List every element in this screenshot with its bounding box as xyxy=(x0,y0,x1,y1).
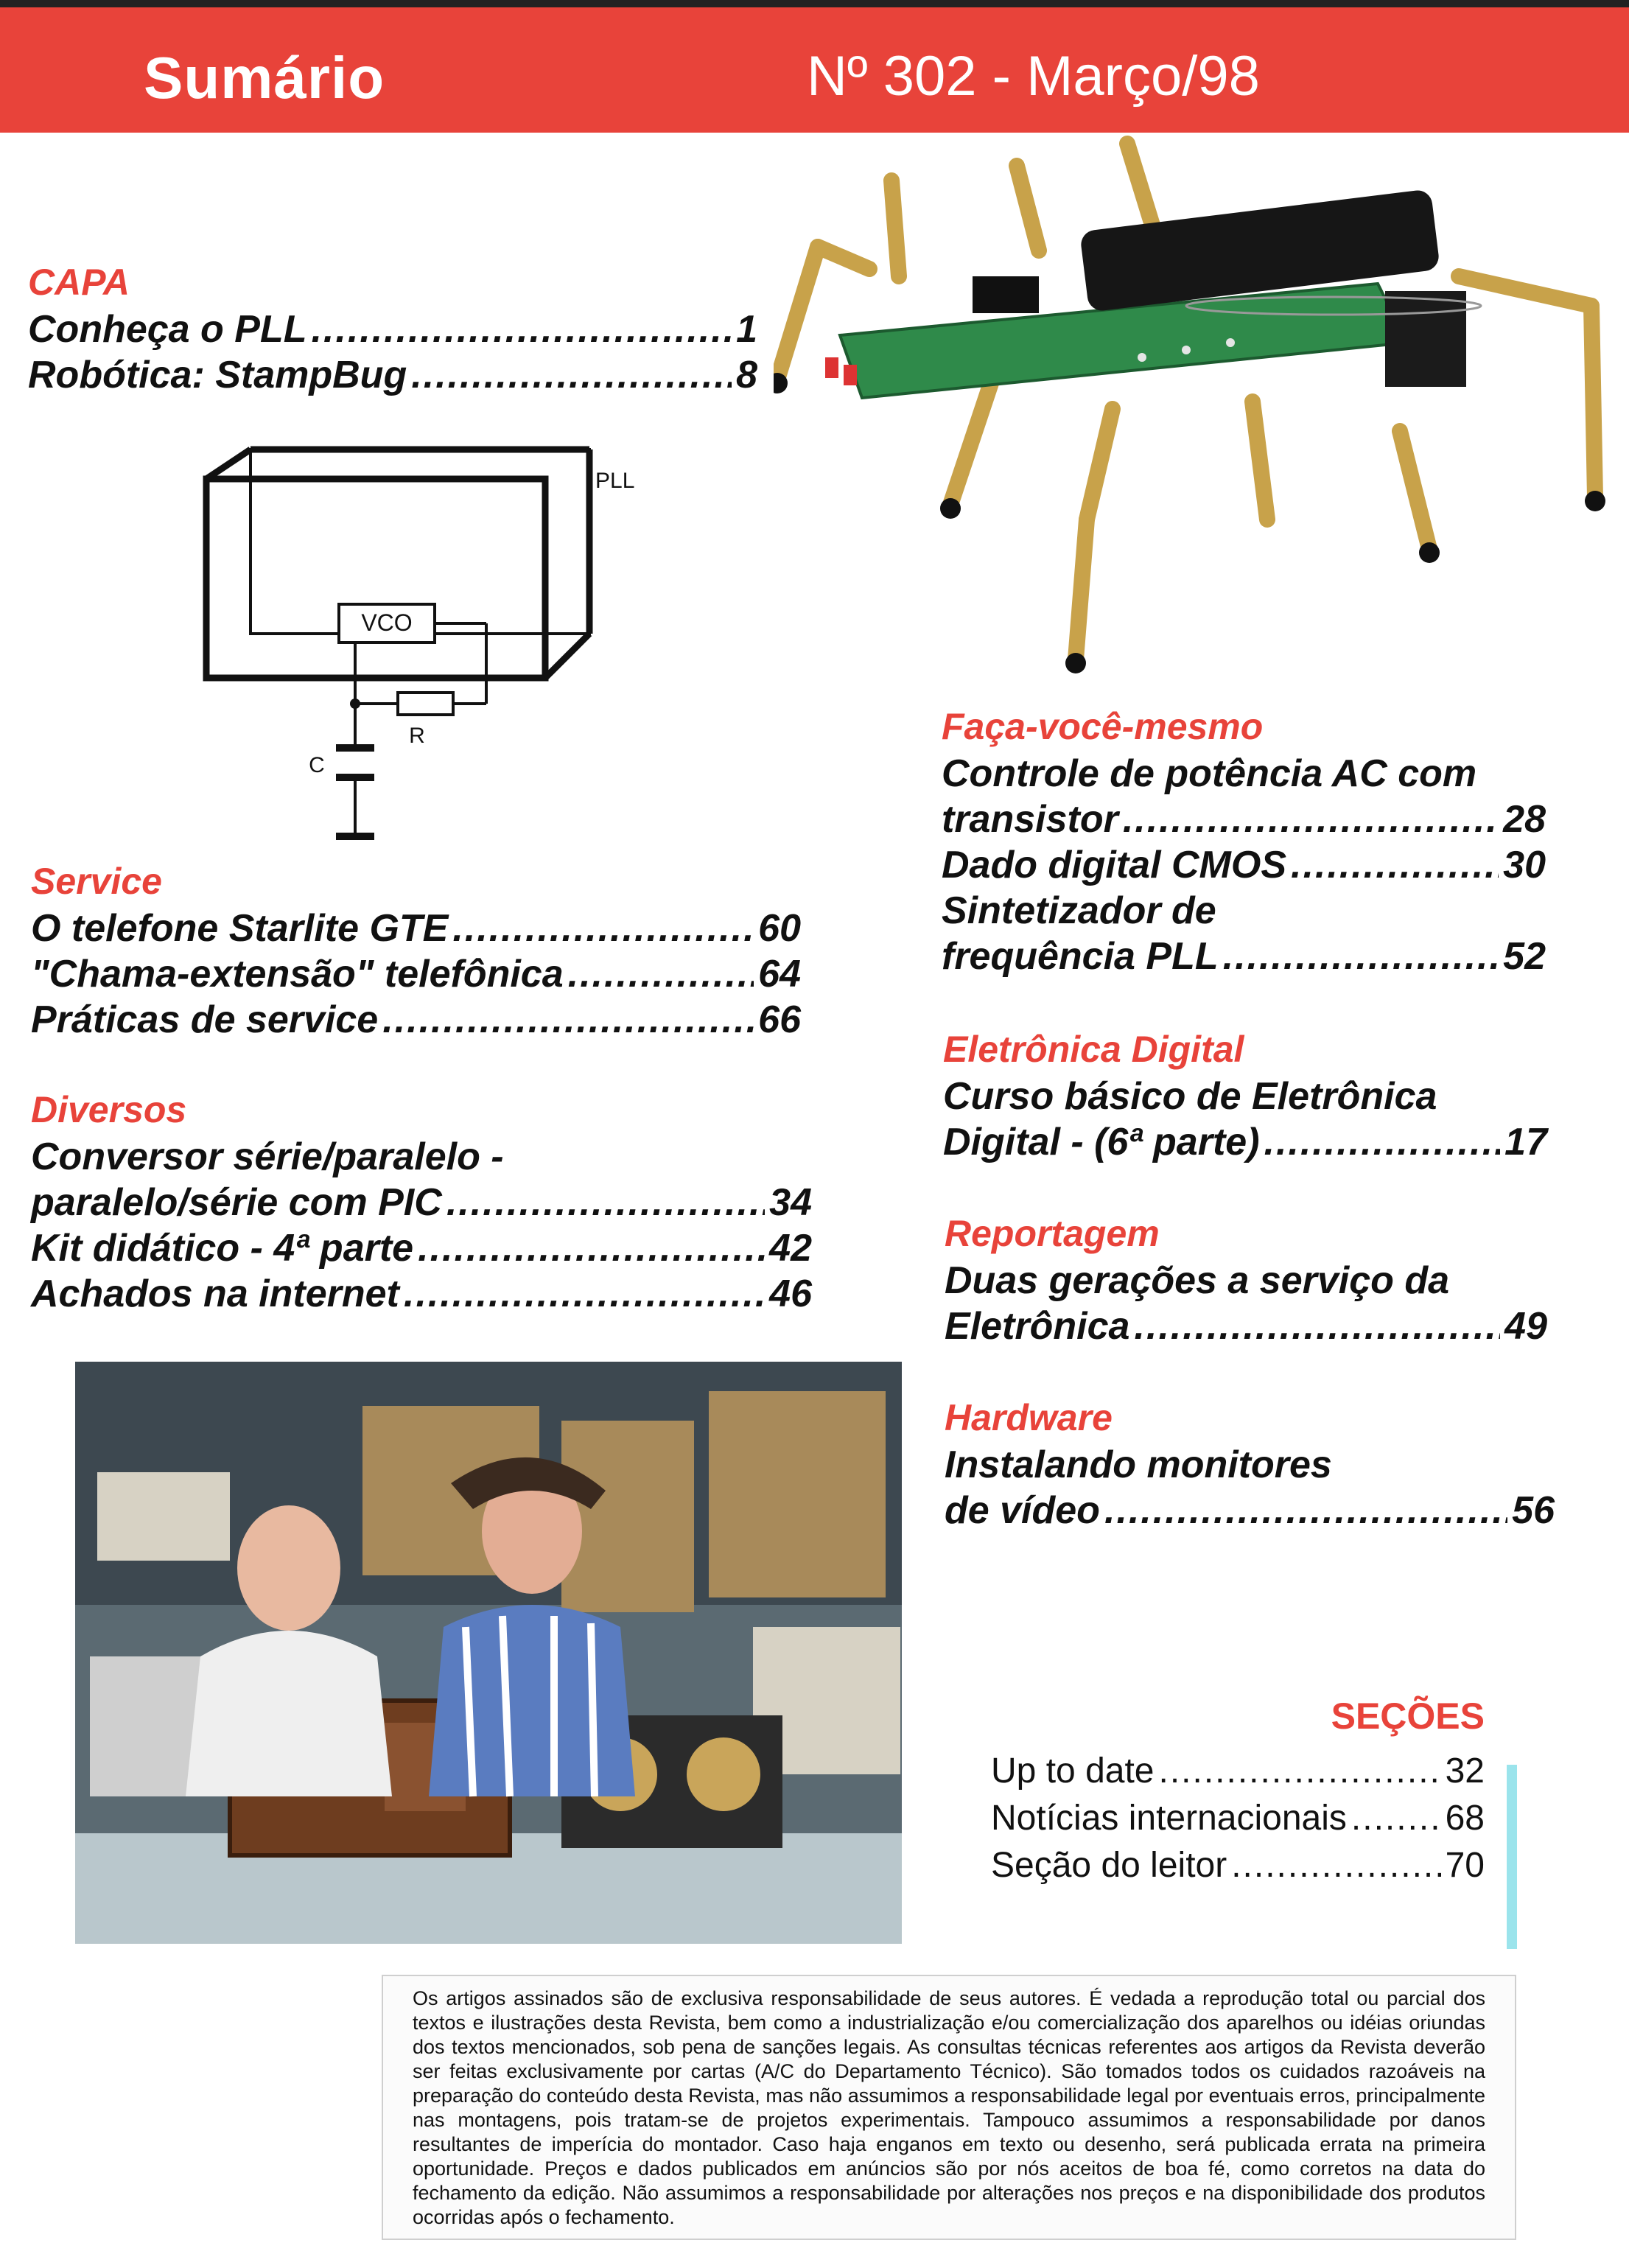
toc-entry-label: Robótica: StampBug xyxy=(28,354,407,396)
stampbug-robot-photo xyxy=(774,122,1628,682)
leader-dots xyxy=(1351,1795,1441,1842)
toc-entry-page: 42 xyxy=(769,1227,812,1270)
hardware-heading: Hardware xyxy=(945,1397,1113,1438)
toc-entry[interactable] xyxy=(942,934,1546,979)
toc-entry-page: 70 xyxy=(1445,1846,1485,1885)
toc-entry-label-line1[interactable]: Instalando monitores xyxy=(945,1443,1332,1486)
toc-entry-label: frequência PLL xyxy=(942,935,1219,978)
leader-dots xyxy=(452,906,754,951)
toc-entry[interactable] xyxy=(31,1180,812,1225)
accent-bar xyxy=(1507,1765,1517,1949)
leader-dots xyxy=(1104,1488,1507,1533)
diversos-heading: Diversos xyxy=(31,1089,187,1130)
toc-entry-page: 28 xyxy=(1503,798,1546,841)
toc-entry-label: Conheça o PLL xyxy=(28,308,307,351)
toc-entry-page: 34 xyxy=(769,1181,812,1224)
toc-entry[interactable] xyxy=(31,1225,812,1271)
toc-entry-label: Dado digital CMOS xyxy=(942,844,1286,886)
toc-entry-label: paralelo/série com PIC xyxy=(31,1181,442,1224)
toc-entry-page: 46 xyxy=(769,1273,812,1315)
faca-heading: Faça-você-mesmo xyxy=(942,706,1264,747)
section-diversos xyxy=(31,1087,812,1317)
toc-entry[interactable] xyxy=(28,307,757,352)
shop-photo xyxy=(75,1362,902,1944)
toc-entry-page: 32 xyxy=(1445,1751,1485,1791)
vco-label: VCO xyxy=(361,609,413,636)
toc-entry[interactable] xyxy=(942,797,1546,842)
toc-entry-label-line1[interactable]: Sintetizador de xyxy=(942,889,1216,932)
leader-dots xyxy=(1123,797,1499,842)
section-hardware xyxy=(945,1395,1555,1533)
toc-entry[interactable] xyxy=(31,951,801,997)
toc-entry-page: 1 xyxy=(736,308,757,351)
toc-entry[interactable] xyxy=(943,1119,1547,1165)
toc-entry-page: 17 xyxy=(1504,1121,1547,1163)
toc-entry-page: 68 xyxy=(1445,1799,1485,1838)
leader-dots xyxy=(404,1271,765,1317)
toc-entry-label: Up to date xyxy=(991,1751,1155,1791)
toc-entry[interactable] xyxy=(942,842,1546,888)
toc-entry-label-line1[interactable]: Conversor série/paralelo - xyxy=(31,1135,504,1178)
toc-entry[interactable] xyxy=(31,906,801,951)
toc-entry-page: 49 xyxy=(1504,1305,1547,1348)
capa-heading: CAPA xyxy=(28,262,130,303)
leader-dots xyxy=(1264,1119,1501,1165)
toc-entry-label: Seção do leitor xyxy=(991,1846,1227,1885)
section-reportagem xyxy=(945,1211,1547,1349)
section-capa xyxy=(28,259,757,398)
pll-label: PLL xyxy=(595,469,635,493)
toc-entry-label-line1[interactable]: Controle de potência AC com xyxy=(942,752,1477,795)
leader-dots xyxy=(418,1225,765,1271)
section-faca-voce-mesmo xyxy=(942,704,1546,979)
toc-entry[interactable] xyxy=(945,1488,1555,1533)
toc-entry-page: 56 xyxy=(1512,1489,1555,1532)
section-eletronica-digital xyxy=(943,1026,1547,1165)
issue-number: Nº 302 - Março/98 xyxy=(807,45,1260,108)
leader-dots xyxy=(311,307,732,352)
secoes-heading: SEÇÕES xyxy=(1331,1695,1485,1737)
shop-photo-illustration xyxy=(75,1362,902,1944)
toc-entry[interactable] xyxy=(991,1748,1485,1795)
toc-entry-label: O telefone Starlite GTE xyxy=(31,907,449,950)
header-bar xyxy=(0,0,1629,133)
leader-dots xyxy=(446,1180,765,1225)
page-title: Sumário xyxy=(144,45,385,111)
section-secoes xyxy=(991,1695,1485,1889)
leader-dots xyxy=(568,951,754,997)
toc-entry-label-line1[interactable]: Duas gerações a serviço da xyxy=(945,1259,1450,1302)
toc-entry-label: Achados na internet xyxy=(31,1273,399,1315)
toc-entry-label: Práticas de service xyxy=(31,998,379,1041)
leader-dots xyxy=(1134,1303,1500,1349)
legal-disclaimer: Os artigos assinados são de exclusiva responsabilidade de seus autores. É vedada a reprodução total ou parcial dos textos e ilustrações desta Revista, bem como a industrialização e/ou comercialização dos aparelhos ou idéias oriundas dos textos mencionados, sob pena de sanções legais. As consultas técnicas referentes aos artigos da Revista deverão ser feitas exclusivamente por cartas (A/C do Departamento Técnico). São tomados todos os cuidados razoáveis na preparação do conteúdo desta Revista, mas não assumimos a responsabilidade legal por eventuais erros, principalmente nas montagens, pois tratam-se de projetos experimentais. Tampouco assumimos a responsabilidade por danos resultantes de imperícia do montador. Caso haja enganos em texto ou desenho, será publicada errata na primeira oportunidade. Preços e dados publicados em anúncios são por nós aceitos de boa fé, como corretos na data do fechamento da edição. Não assumimos a responsabilidade por alterações nos preços e na disponibilidade dos produtos ocorridas após o fechamento. xyxy=(382,1975,1516,2240)
toc-entry-page: 60 xyxy=(758,907,801,950)
toc-entry-label: Notícias internacionais xyxy=(991,1799,1347,1838)
toc-entry-page: 64 xyxy=(758,953,801,995)
toc-entry[interactable] xyxy=(28,352,757,398)
reportagem-heading: Reportagem xyxy=(945,1213,1160,1254)
capacitor-label: C xyxy=(309,753,325,777)
section-service xyxy=(31,858,801,1043)
toc-entry-label: transistor xyxy=(942,798,1118,841)
resistor-label: R xyxy=(409,724,425,748)
leader-dots xyxy=(1291,842,1499,888)
toc-entry-label-line1[interactable]: Curso básico de Eletrônica xyxy=(943,1075,1437,1118)
leader-dots xyxy=(1223,934,1499,979)
pll-circuit-diagram xyxy=(192,435,663,855)
toc-entry-label: "Chama-extensão" telefônica xyxy=(31,953,564,995)
toc-entry[interactable] xyxy=(31,1271,812,1317)
toc-entry-page: 52 xyxy=(1503,935,1546,978)
leader-dots xyxy=(411,352,732,398)
leader-dots xyxy=(382,997,754,1043)
toc-entry-label: Kit didático - 4ª parte xyxy=(31,1227,414,1270)
toc-entry[interactable] xyxy=(31,997,801,1043)
toc-entry-label: de vídeo xyxy=(945,1489,1100,1532)
leader-dots xyxy=(1158,1748,1440,1795)
toc-entry-label: Digital - (6ª parte) xyxy=(943,1121,1260,1163)
toc-entry-label: Eletrônica xyxy=(945,1305,1130,1348)
leader-dots xyxy=(1231,1842,1440,1889)
toc-entry-page: 8 xyxy=(736,354,757,396)
toc-entry[interactable] xyxy=(991,1842,1485,1889)
digital-heading: Eletrônica Digital xyxy=(943,1029,1244,1070)
service-heading: Service xyxy=(31,861,162,902)
toc-entry-page: 30 xyxy=(1503,844,1546,886)
toc-entry[interactable] xyxy=(991,1795,1485,1842)
toc-entry[interactable] xyxy=(945,1303,1547,1349)
toc-entry-page: 66 xyxy=(758,998,801,1041)
